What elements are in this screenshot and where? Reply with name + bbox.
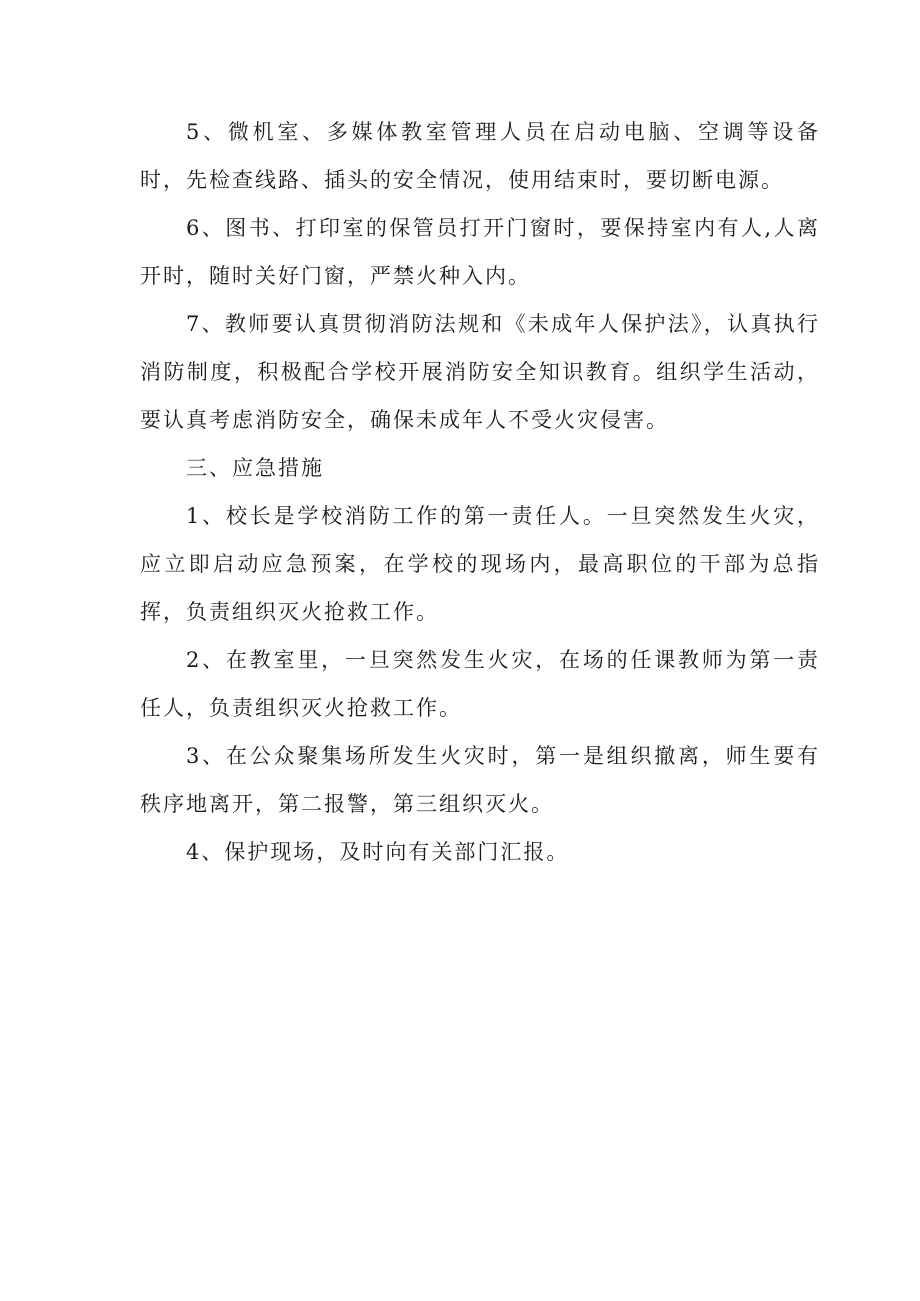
document-body <box>140 108 820 876</box>
paragraph-emergency-3: 3、在公众聚集场所发生火灾时，第一是组织撤离，师生要有秩序地离开，第二报警，第三组织灭火。 <box>140 744 820 816</box>
paragraph-emergency-4: 4、保护现场，及时向有关部门汇报。 <box>186 840 570 864</box>
paragraph-item-7: 7、教师要认真贯彻消防法规和《未成年人保护法》，认真执行消防制度，积极配合学校开展消防安全知识教育。组织学生活动，要认真考虑消防安全，确保未成年人不受火灾侵害。 <box>140 312 820 432</box>
paragraph-item-6: 6、图书、打印室的保管员打开门窗时，要保持室内有人,人离开时，随时关好门窗，严禁火种入内。 <box>140 216 820 288</box>
paragraph-emergency-2: 2、在教室里，一旦突然发生火灾，在场的任课教师为第一责任人，负责组织灭火抢救工作。 <box>140 648 820 720</box>
section-heading-emergency: 三、应急措施 <box>186 456 324 480</box>
paragraph-emergency-1: 1、校长是学校消防工作的第一责任人。一旦突然发生火灾，应立即启动应急预案，在学校的现场内，最高职位的干部为总指挥，负责组织灭火抢救工作。 <box>140 504 820 624</box>
paragraph-item-5: 5、微机室、多媒体教室管理人员在启动电脑、空调等设备时，先检查线路、插头的安全情况，使用结束时，要切断电源。 <box>140 120 820 192</box>
